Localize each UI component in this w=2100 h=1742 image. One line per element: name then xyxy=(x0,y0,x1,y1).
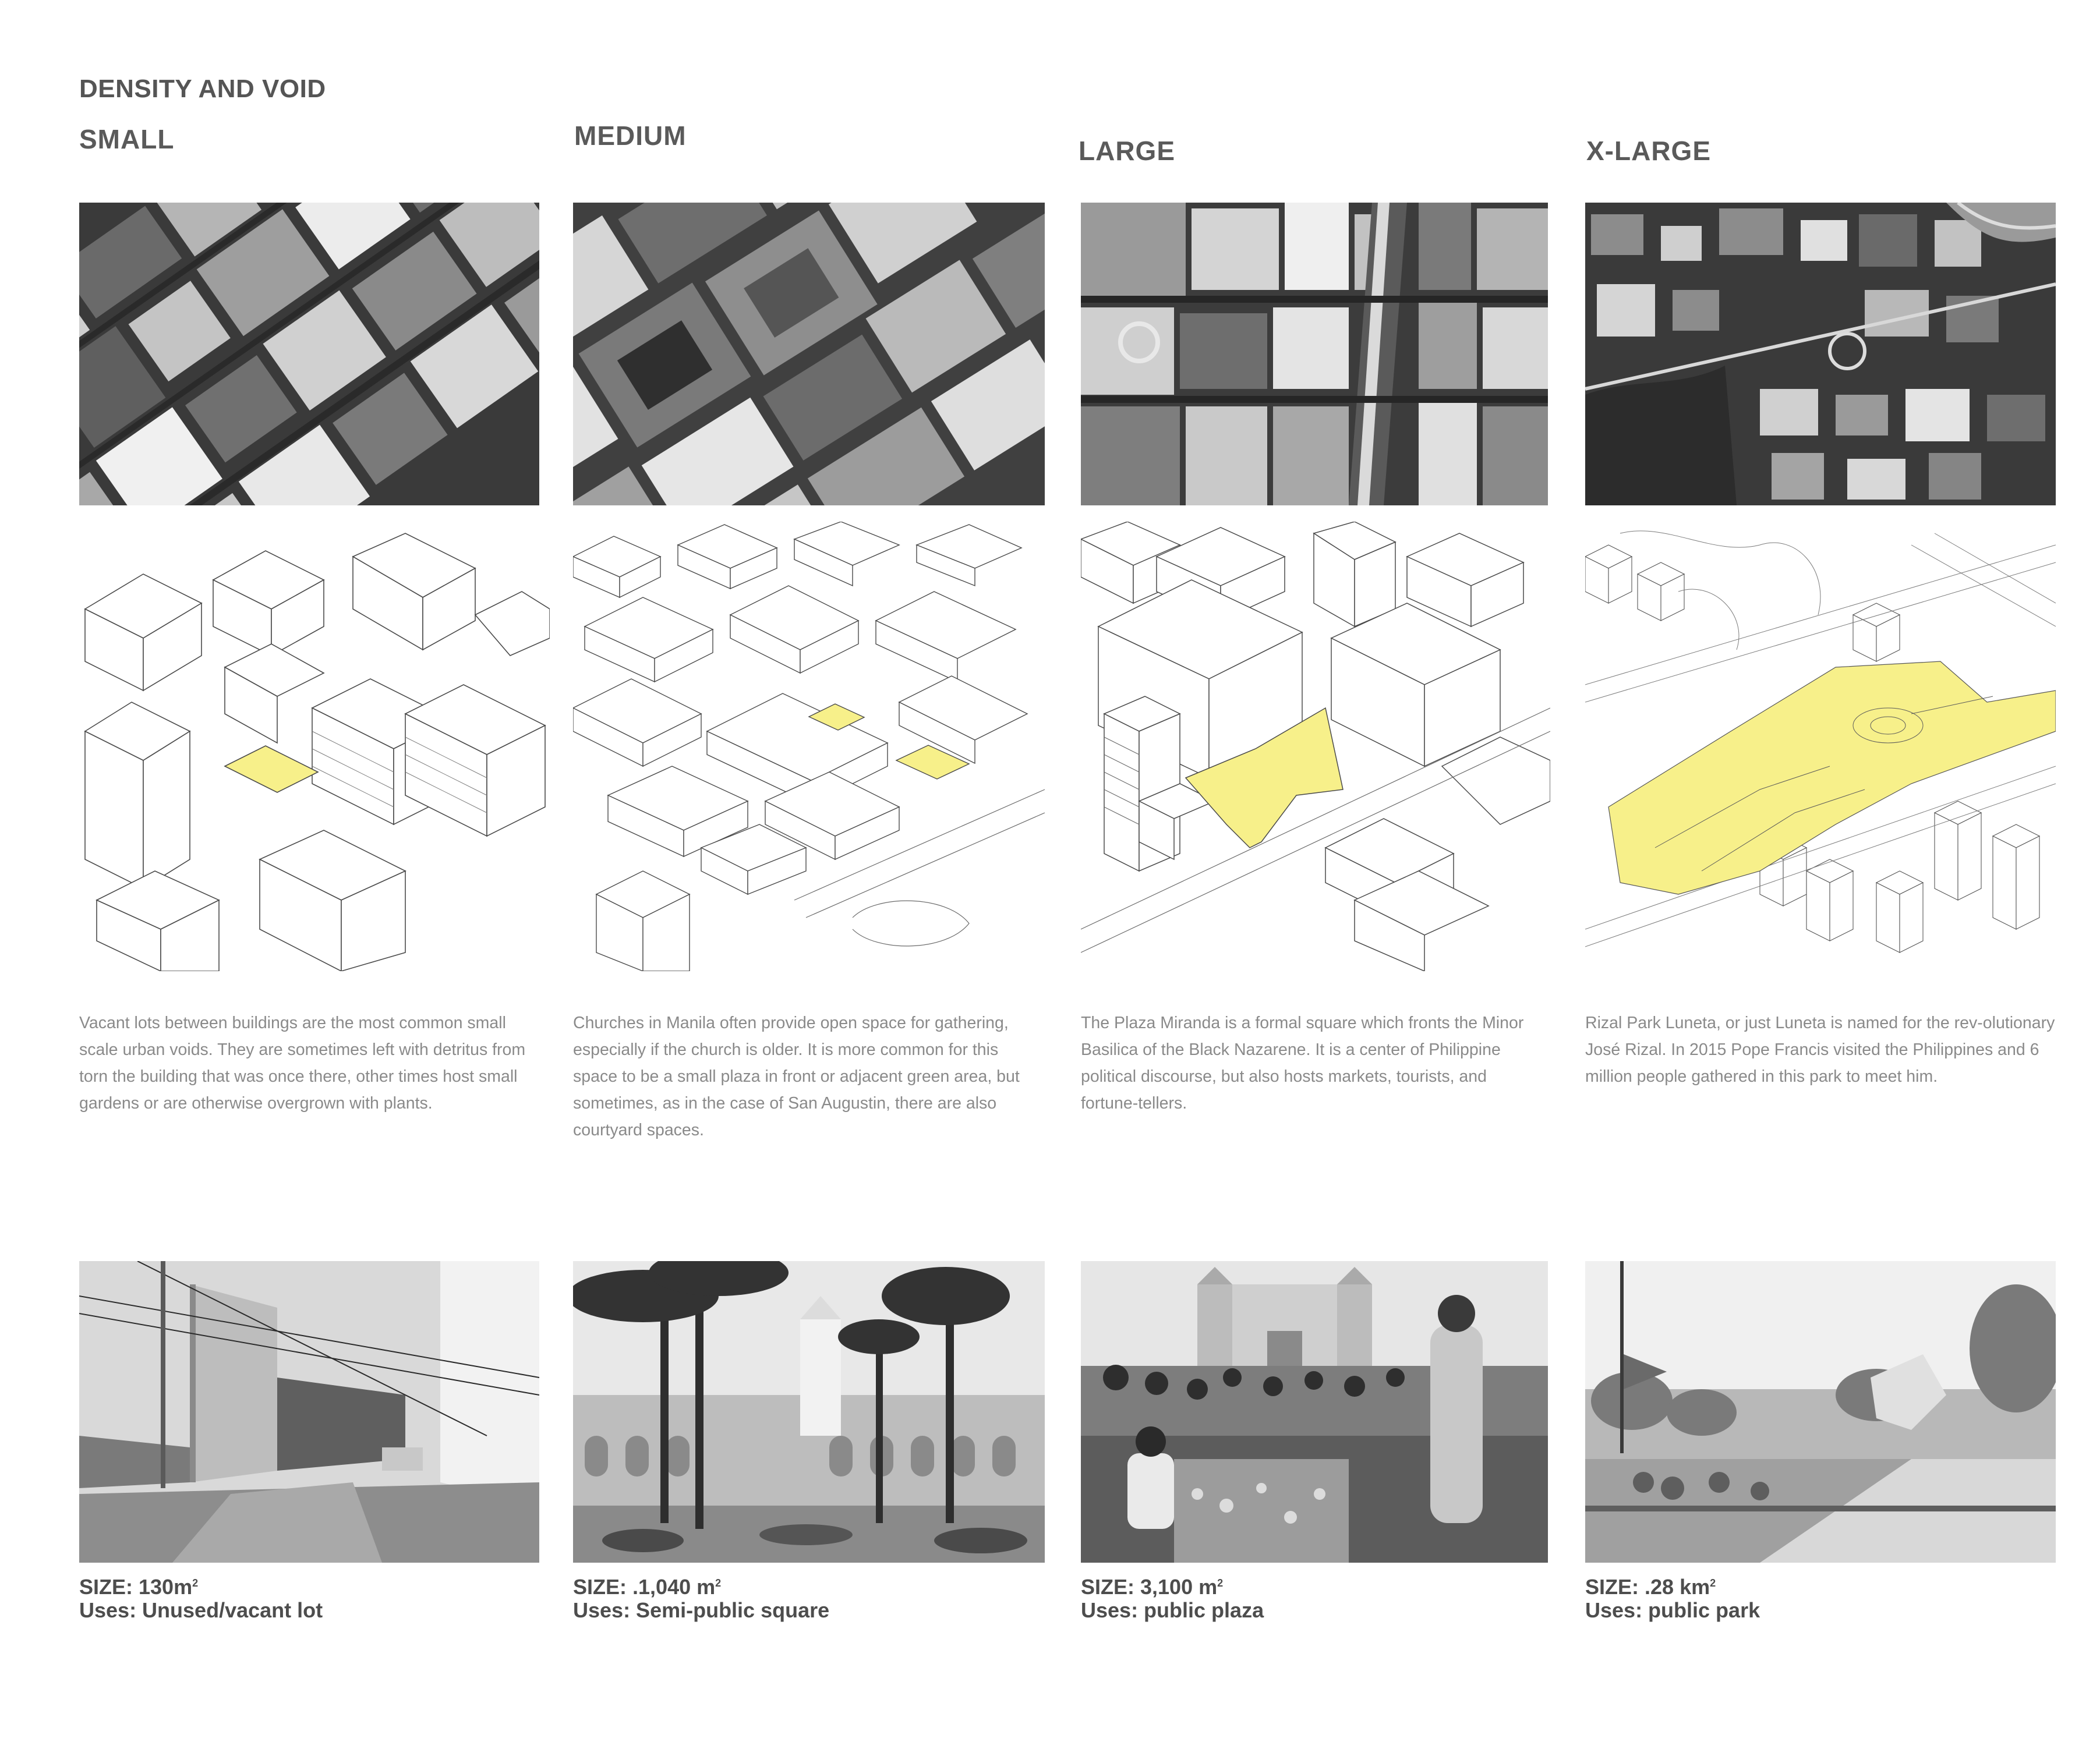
description-small: Vacant lots between buildings are the most common small scale urban voids. They are sometimes left with detritus from torn the building that was once there, other times host small gardens or are otherwise overgrown with plants. xyxy=(79,1014,526,1113)
uses-label-medium: Uses: Semi-public square xyxy=(573,1598,830,1622)
aerial-photo-small xyxy=(79,203,539,505)
uses-label-x-large: Uses: public park xyxy=(1585,1598,1760,1622)
axonometric-drawing-medium xyxy=(573,522,1045,971)
axonometric-drawing-large xyxy=(1081,522,1550,971)
axonometric-drawing-small xyxy=(79,522,550,971)
size-label-x-large: SIZE: .28 $km^2$ xyxy=(1585,1575,1716,1599)
description-medium: Churches in Manila often provide open space for gathering, especially if the church is older. It is more common for this space to be a small plaza in front or adjacent green area, but sometimes, as in the case of San Augustin, there are also courtyard spaces. xyxy=(573,1014,1020,1139)
street-photo-small xyxy=(79,1261,539,1563)
description-large: The Plaza Miranda is a formal square which fronts the Minor Basilica of the Black Nazarene. It is a center of Philippine political discourse, but also hosts markets, tourists, and fortune-tellers. xyxy=(1081,1014,1524,1113)
park-photo-x-large xyxy=(1585,1261,2056,1563)
column-heading-x-large: X-LARGE xyxy=(1586,136,1711,166)
column-heading-large: LARGE xyxy=(1079,136,1175,166)
courtyard-photo-medium xyxy=(573,1261,1045,1563)
size-label-medium: SIZE: .1,040 $m^2$ xyxy=(573,1575,722,1599)
plaza-photo-large xyxy=(1081,1261,1548,1563)
column-heading-medium: MEDIUM xyxy=(574,121,687,151)
uses-label-large: Uses: public plaza xyxy=(1081,1598,1264,1622)
uses-label-small: Uses: Unused/vacant lot xyxy=(79,1598,323,1622)
aerial-photo-large xyxy=(1081,203,1548,505)
column-heading-small: SMALL xyxy=(79,124,175,154)
size-label-small: SIZE: $130m^2$ xyxy=(79,1575,199,1599)
axonometric-drawing-x-large xyxy=(1585,522,2056,971)
aerial-photo-medium xyxy=(573,203,1045,505)
aerial-photo-x-large xyxy=(1585,203,2056,505)
page-title: DENSITY AND VOID xyxy=(79,75,326,103)
size-label-large: SIZE: 3,100 $m^2$ xyxy=(1081,1575,1224,1599)
description-x-large: Rizal Park Luneta, or just Luneta is named for the rev-olutionary José Rizal. In 2015 Pope Francis visited the Philippines and 6 million people gathered in this park to meet him. xyxy=(1585,1014,2055,1086)
